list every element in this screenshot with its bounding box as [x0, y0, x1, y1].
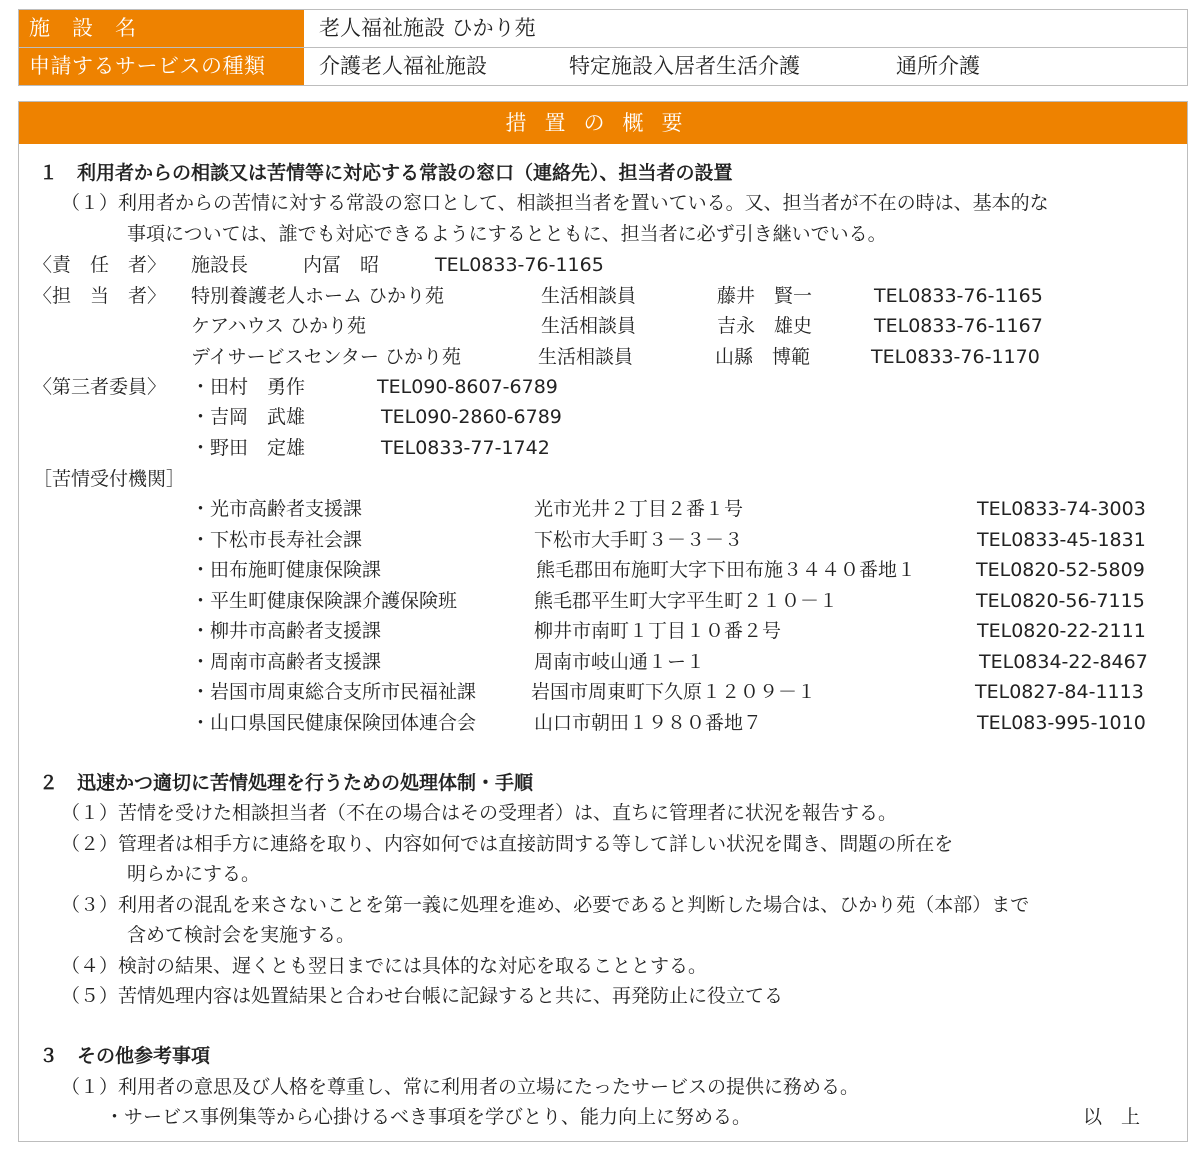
agency-tel: TEL0833-74-3003	[977, 498, 1146, 520]
agency-address: 柳井市南町１丁目１０番２号	[534, 620, 782, 642]
staff-tel: TEL0833-76-1167	[874, 315, 1043, 337]
agency-name: ・柳井市高齢者支援課	[191, 620, 382, 642]
service-label: 申請するサービスの種類	[19, 48, 304, 85]
staff-tel: TEL0833-76-1170	[871, 346, 1040, 368]
staff-role: 生活相談員	[541, 285, 637, 307]
facility-row	[19, 10, 1187, 48]
third-party-name: ・吉岡 武雄	[191, 406, 306, 428]
staff-label: 〈担 当 者〉	[33, 285, 167, 307]
responsible-org: 施設長	[191, 254, 249, 276]
section-2-item: （５）苦情処理内容は処置結果と合わせ台帳に記録すると共に、再発防止に役立てる	[61, 985, 784, 1007]
third-party-tel: TEL090-8607-6789	[377, 376, 558, 398]
responsible-label: 〈責 任 者〉	[33, 254, 167, 276]
section-1-paragraph: （１）利用者からの苦情に対する常設の窓口として、相談担当者を置いている。又、担当者が不在の時は、基本的な	[61, 192, 1049, 214]
section-3-item: （１）利用者の意思及び人格を尊重し、常に利用者の立場にたったサービスの提供に務める。	[61, 1076, 860, 1098]
agency-name: ・周南市高齢者支援課	[191, 651, 382, 673]
agency-name: ・山口県国民健康保険団体連合会	[191, 712, 477, 734]
agency-name: ・田布施町健康保険課	[191, 559, 382, 581]
agency-address: 熊毛郡平生町大字平生町２１０－１	[534, 590, 839, 612]
agency-name: ・平生町健康保険課介護保険班	[191, 590, 458, 612]
agency-address: 山口市朝田１９８０番地７	[534, 712, 763, 734]
agency-tel: TEL0820-22-2111	[977, 620, 1146, 642]
summary-title: 措置の概要	[19, 102, 1187, 144]
agency-tel: TEL0833-45-1831	[977, 529, 1146, 551]
facility-name: 老人福祉施設 ひかり苑	[319, 16, 536, 40]
agency-tel: TEL0827-84-1113	[975, 681, 1144, 703]
section-1-heading: １ 利用者からの相談又は苦情等に対応する常設の窓口（連絡先）、担当者の設置	[39, 162, 733, 184]
staff-org: デイサービスセンター ひかり苑	[191, 346, 461, 368]
section-2-item: （１）苦情を受けた相談担当者（不在の場合はその受理者）は、直ちに管理者に状況を報告する。	[61, 802, 898, 824]
staff-org: ケアハウス ひかり苑	[191, 315, 366, 337]
agencies-label: ［苦情受付機関］	[33, 468, 186, 490]
agency-tel: TEL0820-52-5809	[976, 559, 1145, 581]
staff-name: 藤井 賢一	[717, 285, 813, 307]
service-row	[19, 48, 1187, 85]
staff-name: 山縣 博範	[715, 346, 811, 368]
agency-tel: TEL0820-56-7115	[976, 590, 1145, 612]
staff-name: 吉永 雄史	[717, 315, 813, 337]
agency-tel: TEL083-995-1010	[977, 712, 1146, 734]
section-3-bullet: ・サービス事例集等から心掛けるべき事項を学びとり、能力向上に努める。	[105, 1106, 752, 1128]
third-party-label: 〈第三者委員〉	[33, 376, 167, 398]
staff-org: 特別養護老人ホーム ひかり苑	[191, 285, 445, 307]
third-party-tel: TEL090-2860-6789	[381, 406, 562, 428]
section-2-item: （２）管理者は相手方に連絡を取り、内容如何では直接訪問する等して詳しい状況を聞き、問題の所在を	[61, 833, 954, 855]
third-party-name: ・田村 勇作	[191, 376, 306, 398]
summary-box	[18, 101, 1188, 1142]
agency-address: 岩国市周東町下久原１２０９－１	[531, 681, 817, 703]
section-2-item: （４）検討の結果、遅くとも翌日までには具体的な対応を取ることとする。	[61, 955, 708, 977]
facility-label: 施 設 名	[19, 10, 304, 47]
service-item: 通所介護	[896, 54, 980, 78]
staff-role: 生活相談員	[541, 315, 637, 337]
agency-name: ・光市高齢者支援課	[191, 498, 363, 520]
responsible-tel: TEL0833-76-1165	[435, 254, 604, 276]
staff-role: 生活相談員	[538, 346, 634, 368]
section-2-item: （３）利用者の混乱を来さないことを第一義に処理を進め、必要であると判断した場合は、ひかり苑（本部）まで	[61, 894, 1030, 916]
section-1-paragraph-cont: 事項については、誰でも対応できるようにするとともに、担当者に必ず引き継いでいる。	[127, 223, 887, 245]
staff-tel: TEL0833-76-1165	[874, 285, 1043, 307]
agency-name: ・下松市長寿社会課	[191, 529, 363, 551]
third-party-tel: TEL0833-77-1742	[381, 437, 550, 459]
agency-name: ・岩国市周東総合支所市民福祉課	[191, 681, 477, 703]
service-item: 介護老人福祉施設	[319, 54, 487, 78]
service-item: 特定施設入居者生活介護	[569, 54, 800, 78]
section-2-item-cont: 含めて検討会を実施する。	[127, 924, 356, 946]
closing-mark: 以 上	[1083, 1106, 1141, 1128]
agency-tel: TEL0834-22-8467	[979, 651, 1148, 673]
section-2-item-cont: 明らかにする。	[127, 863, 261, 885]
agency-address: 下松市大手町３－３－３	[534, 529, 744, 551]
facility-header-table	[18, 9, 1188, 86]
agency-address: 周南市岐山通１ー１	[534, 651, 706, 673]
responsible-name: 内冨 昭	[303, 254, 380, 276]
agency-address: 光市光井２丁目２番１号	[534, 498, 744, 520]
section-3-heading: ３ その他参考事項	[39, 1045, 211, 1067]
third-party-name: ・野田 定雄	[191, 437, 306, 459]
agency-address: 熊毛郡田布施町大字下田布施３４４０番地１	[536, 559, 917, 581]
section-2-heading: ２ 迅速かつ適切に苦情処理を行うための処理体制・手順	[39, 772, 534, 794]
